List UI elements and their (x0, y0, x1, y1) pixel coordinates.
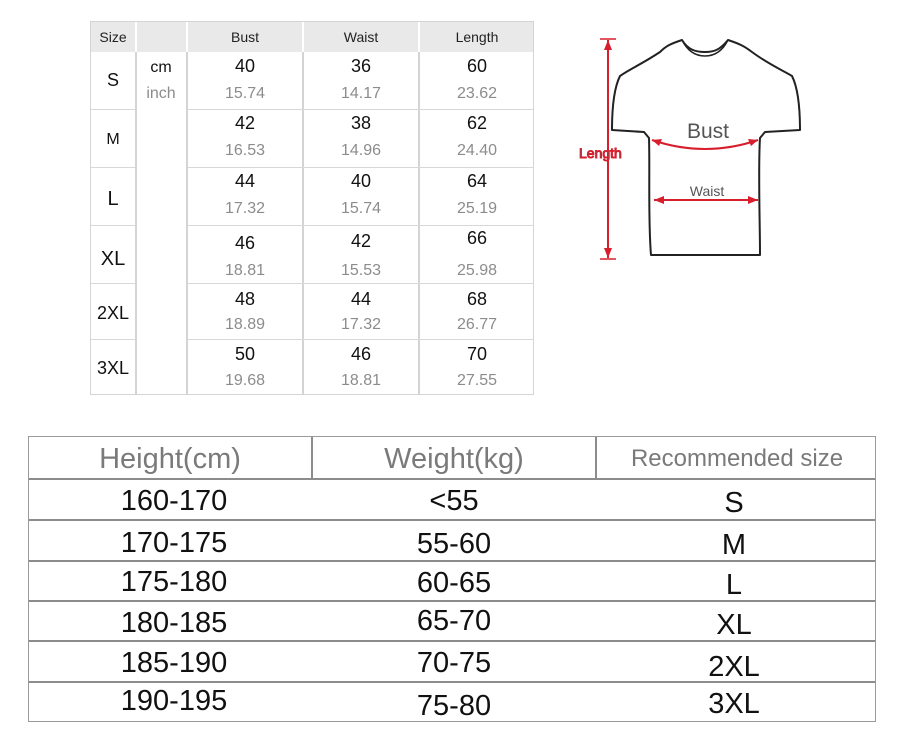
header-waist: Waist (343, 29, 379, 45)
length-cm: 62 (466, 113, 488, 133)
row-divider (91, 167, 135, 168)
height-range: 170-175 (120, 527, 228, 559)
header-height: Height(cm) (99, 443, 241, 475)
bust-cm: 42 (234, 113, 256, 133)
column-divider (135, 52, 137, 395)
tshirt-outline-icon (612, 40, 800, 255)
waist-inch: 15.74 (340, 200, 382, 217)
length-cm: 70 (466, 344, 488, 364)
bust-cm: 40 (234, 56, 256, 76)
weight-range: 60-65 (416, 567, 492, 599)
unit-cm: cm (150, 59, 172, 76)
recommended-size: 3XL (708, 688, 760, 720)
height-range: 190-195 (120, 685, 228, 717)
height-range: 175-180 (120, 566, 228, 598)
header-length: Length (455, 29, 499, 45)
row-divider (29, 478, 875, 480)
row-divider (188, 109, 534, 110)
size-chart-table (90, 21, 534, 395)
recommended-size: L (725, 569, 743, 601)
waist-cm: 42 (350, 231, 372, 251)
row-divider (188, 167, 534, 168)
bust-inch: 18.81 (224, 262, 266, 279)
length-inch: 27.55 (456, 372, 498, 389)
waist-cm: 38 (350, 113, 372, 133)
bust-inch: 16.53 (224, 142, 266, 159)
length-inch: 23.62 (456, 85, 498, 102)
waist-cm: 46 (350, 344, 372, 364)
bust-cm: 48 (234, 289, 256, 309)
length-cm: 64 (466, 171, 488, 191)
size-label: XL (100, 248, 126, 270)
bust-cm: 44 (234, 171, 256, 191)
weight-range: 65-70 (416, 605, 492, 637)
height-range: 185-190 (120, 647, 228, 679)
size-label: M (106, 131, 120, 148)
header-weight: Weight(kg) (384, 443, 524, 475)
length-inch: 26.77 (456, 316, 498, 333)
height-range: 180-185 (120, 607, 228, 639)
header-recommended-size: Recommended size (630, 445, 844, 472)
row-divider (188, 283, 534, 284)
row-divider (91, 339, 135, 340)
size-label: L (107, 188, 119, 210)
header-divider (418, 22, 420, 52)
waist-label: Waist (689, 183, 725, 199)
waist-inch: 18.81 (340, 372, 382, 389)
size-recommendation-table (28, 436, 876, 722)
height-range: 160-170 (120, 485, 228, 517)
header-divider (135, 22, 137, 52)
length-label: Length (579, 145, 622, 161)
waist-inch: 17.32 (340, 316, 382, 333)
row-divider (188, 225, 534, 226)
weight-range: 55-60 (416, 528, 492, 560)
tshirt-measurement-diagram (570, 30, 810, 270)
length-inch: 24.40 (456, 142, 498, 159)
length-arrow-head-bottom (604, 248, 612, 258)
length-cm: 66 (466, 228, 488, 248)
row-divider (188, 339, 534, 340)
size-label: 3XL (96, 358, 130, 378)
header-divider (595, 437, 597, 479)
recommended-size: M (721, 529, 747, 561)
bust-label: Bust (686, 120, 730, 143)
row-divider (91, 109, 135, 110)
bust-cm: 46 (234, 233, 256, 253)
unit-inch: inch (146, 85, 176, 102)
recommended-size: S (724, 487, 744, 519)
waist-cm: 40 (350, 171, 372, 191)
waist-inch: 15.53 (340, 262, 382, 279)
weight-range: 70-75 (416, 647, 492, 679)
bust-inch: 18.89 (224, 316, 266, 333)
waist-inch: 14.96 (340, 142, 382, 159)
header-bust: Bust (230, 29, 259, 45)
header-size: Size (99, 29, 127, 45)
row-divider (91, 225, 135, 226)
waist-cm: 36 (350, 56, 372, 76)
row-divider (91, 283, 135, 284)
bust-cm: 50 (234, 344, 256, 364)
size-chart-header (91, 22, 533, 52)
weight-range: 75-80 (416, 690, 492, 722)
recommended-size: 2XL (708, 651, 760, 683)
header-divider (302, 22, 304, 52)
length-arrow-head-top (604, 40, 612, 50)
length-cm: 60 (466, 56, 488, 76)
size-label: 2XL (96, 303, 130, 323)
length-inch: 25.98 (456, 262, 498, 279)
waist-inch: 14.17 (340, 85, 382, 102)
bust-inch: 15.74 (224, 85, 266, 102)
weight-range: <55 (429, 485, 479, 517)
recommended-size: XL (716, 609, 752, 641)
bust-inch: 19.68 (224, 372, 266, 389)
header-divider (186, 22, 188, 52)
size-label: S (106, 70, 119, 90)
waist-cm: 44 (350, 289, 372, 309)
length-cm: 68 (466, 289, 488, 309)
header-divider (311, 437, 313, 479)
length-inch: 25.19 (456, 200, 498, 217)
bust-inch: 17.32 (224, 200, 266, 217)
